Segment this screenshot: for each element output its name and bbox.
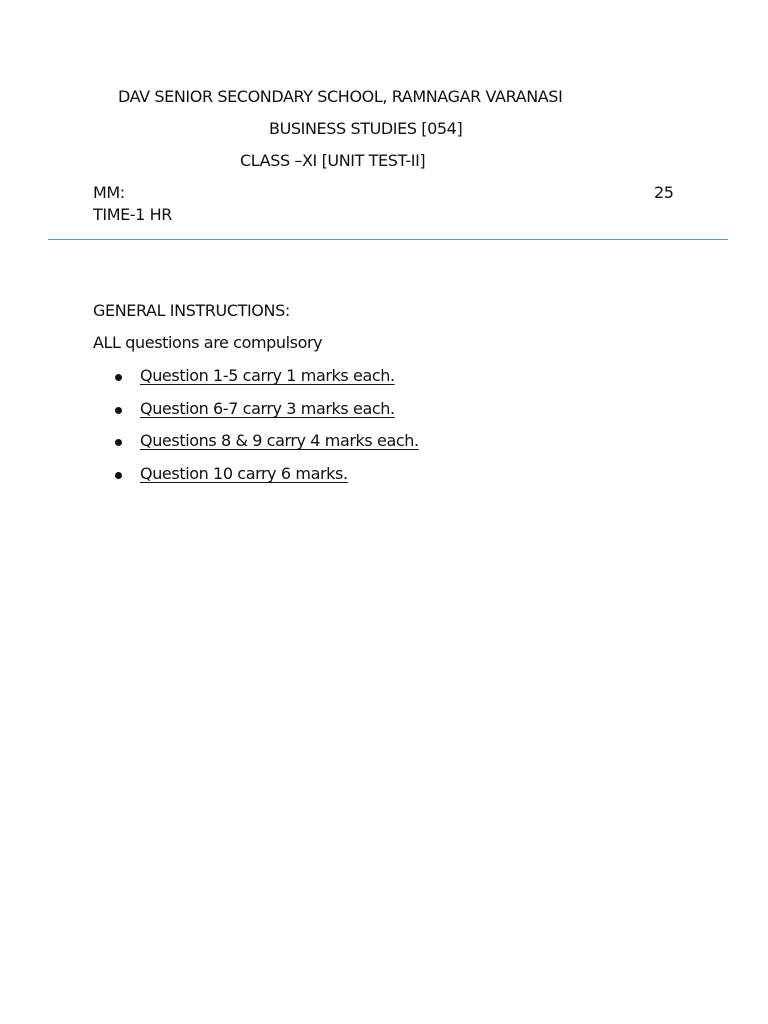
instruction-text: Question 1-5 carry 1 marks each. bbox=[140, 366, 395, 385]
time-allowed: TIME-1 HR bbox=[93, 205, 172, 224]
instructions-heading: GENERAL INSTRUCTIONS: bbox=[93, 301, 290, 320]
class-and-test-title: CLASS –XI [UNIT TEST-II] bbox=[240, 151, 426, 170]
bullet-icon bbox=[115, 472, 122, 479]
bullet-icon bbox=[115, 374, 122, 381]
max-marks-value: 25 bbox=[654, 183, 674, 202]
instruction-text: Question 6-7 carry 3 marks each. bbox=[140, 399, 395, 418]
instruction-text: Question 10 carry 6 marks. bbox=[140, 464, 348, 483]
bullet-icon bbox=[115, 407, 122, 414]
max-marks-label: MM: bbox=[93, 183, 125, 202]
header-divider bbox=[48, 239, 728, 240]
instruction-text: Questions 8 & 9 carry 4 marks each. bbox=[140, 431, 419, 450]
school-name: DAV SENIOR SECONDARY SCHOOL, RAMNAGAR VARANASI bbox=[118, 87, 563, 106]
subject-title: BUSINESS STUDIES [054] bbox=[269, 119, 463, 138]
bullet-icon bbox=[115, 439, 122, 446]
instructions-note: ALL questions are compulsory bbox=[93, 333, 323, 352]
